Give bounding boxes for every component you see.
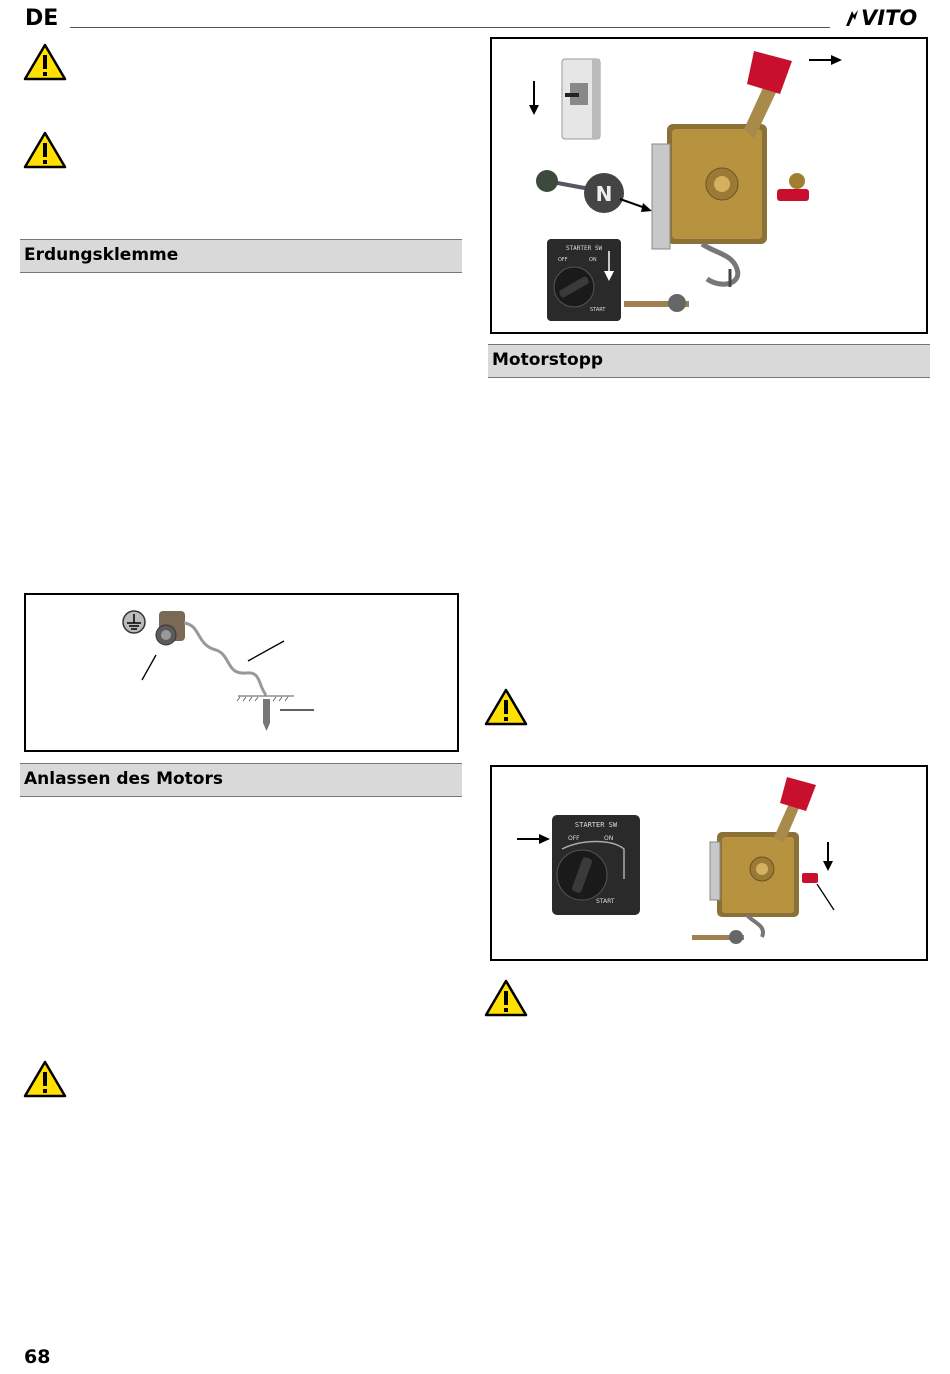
brand-name: VITO	[861, 6, 918, 30]
starter-off-label: OFF	[558, 257, 568, 263]
warning-icon	[23, 131, 67, 169]
starter-off-label: OFF	[568, 835, 580, 842]
brand-mark-icon	[845, 9, 859, 27]
starter-switch-panel	[552, 815, 640, 915]
section-heading-start-engine: Anlassen des Motors	[20, 763, 462, 797]
choke-knob	[536, 170, 624, 213]
section-heading-grounding: Erdungsklemme	[20, 239, 462, 273]
carburetor-lever-assembly	[624, 51, 809, 312]
starter-start-label: START	[596, 898, 615, 905]
page-number: 68	[24, 1346, 51, 1368]
language-code: DE	[25, 6, 59, 31]
carburetor-lever-assembly	[692, 777, 818, 944]
warning-icon	[484, 979, 528, 1017]
brand-logo	[845, 6, 917, 30]
starter-on-label: ON	[604, 835, 614, 842]
ground-symbol-icon	[123, 611, 145, 633]
engine-start-figure	[490, 37, 928, 334]
starter-switch-panel	[547, 239, 621, 321]
ground-wire	[184, 623, 266, 695]
ground-terminal	[156, 611, 185, 645]
ground-rod	[237, 696, 294, 731]
section-heading-stop-engine: Motorstopp	[488, 344, 930, 378]
warning-icon	[484, 688, 528, 726]
header-rule	[70, 27, 830, 28]
circuit-breaker	[562, 59, 600, 139]
knob-letter: N	[595, 182, 613, 206]
warning-icon	[23, 43, 67, 81]
warning-icon	[23, 1060, 67, 1098]
starter-on-label: ON	[589, 257, 597, 263]
starter-start-label: START	[590, 307, 606, 313]
starter-switch-title: STARTER SW	[565, 245, 603, 252]
grounding-figure	[24, 593, 459, 752]
engine-stop-figure	[490, 765, 928, 961]
starter-switch-title: STARTER SW	[574, 821, 618, 829]
